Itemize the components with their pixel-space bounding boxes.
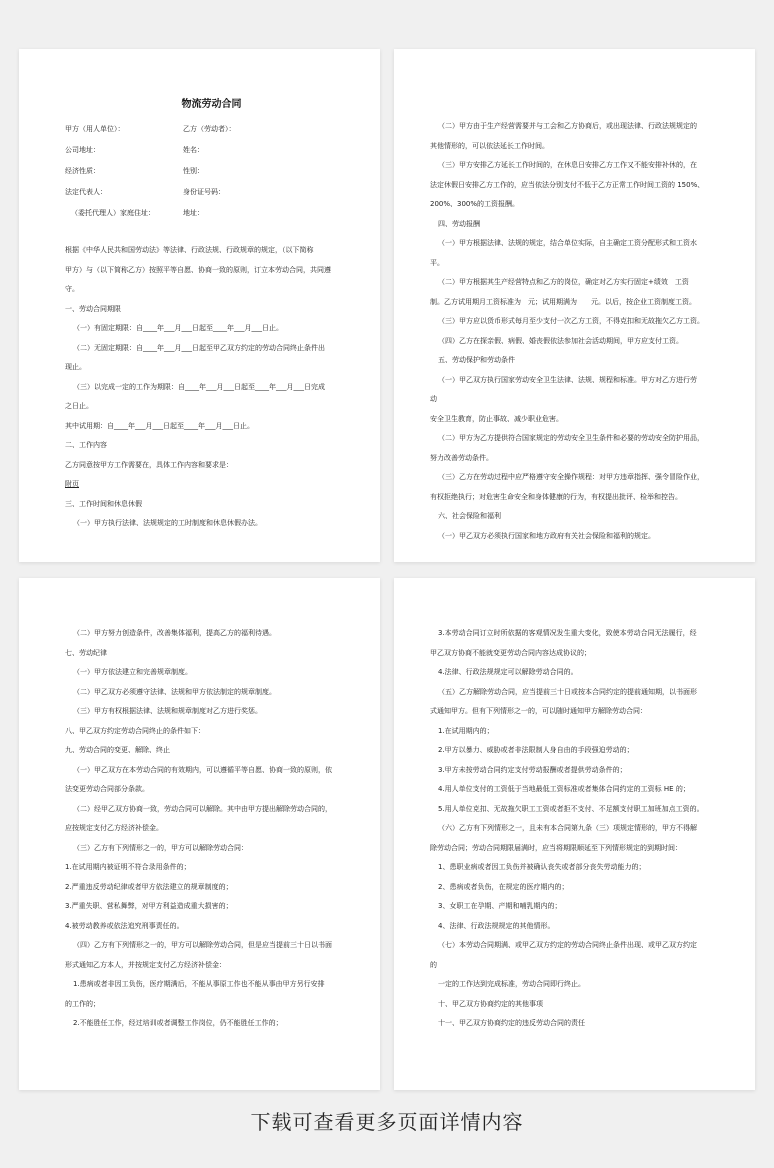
text-line: （七）本劳动合同期满、或甲乙双方约定的劳动合同终止条件出现、或甲乙双方约定: [438, 941, 697, 949]
text-line: 乙方同意按甲方工作需要在，具体工作内容和要求是：: [65, 460, 233, 469]
party-field: 法定代表人：: [65, 188, 107, 196]
party-field: 公司地址：: [65, 146, 100, 154]
text-line: （一）甲乙双方必须执行国家和地方政府有关社会保险和福利的规定。: [438, 531, 655, 540]
download-more-caption: 下载可查看更多页面详情内容: [250, 1110, 524, 1134]
text-line: 4.法律、行政法规规定可以解除劳动合同的。: [438, 668, 578, 676]
party-field: 乙方（劳动者）：: [183, 125, 236, 133]
text-line: 的工作的；: [65, 999, 100, 1008]
text-line: 现止。: [65, 363, 86, 371]
text-line: （二）甲方根据其生产经营特点和乙方的岗位，确定对乙方实行固定+绩效 工资: [438, 278, 689, 286]
section-heading: 六、社会保险和福利: [438, 512, 501, 520]
text-line: 其中试用期：自____年___月___日起至____年___月___日止。: [65, 421, 254, 430]
text-line: 应按规定支付乙方经济补偿金。: [65, 824, 163, 832]
text-line: （三）乙方有下列情形之一的，甲方可以解除劳动合同：: [73, 843, 248, 852]
document-page-2: [394, 49, 755, 562]
text-line: （四）乙方有下列情形之一的，甲方可以解除劳动合同，但是应当提前三十日以书面: [73, 941, 332, 949]
party-info-grid: [65, 119, 358, 223]
text-line: 4、法律、行政法规规定的其他情形。: [438, 921, 555, 930]
text-line: （一）甲乙双方在本劳动合同的有效期内，可以遵循平等自愿、协商一致的原则，依: [73, 765, 332, 774]
document-page-3: [19, 578, 380, 1090]
text-line: （四）乙方在探亲假、病假、婚丧假依法参加社会活动期间，甲方应支付工资。: [438, 336, 683, 345]
text-line: 4.用人单位支付的工资低于当地最低工资标准或者集体合同约定的工资标 HE 的；: [438, 785, 690, 793]
text-line: （三）甲方应以货币形式每月至少支付一次乙方工资，不得克扣和无故拖欠乙方工资。: [438, 317, 704, 325]
text-line: 3.本劳动合同订立时所依据的客观情况发生重大变化，致使本劳动合同无法履行，经: [438, 629, 697, 637]
text-line: 努力改善劳动条件。: [430, 453, 493, 462]
section-heading: 二、工作内容: [65, 441, 107, 449]
text-line: （五）乙方解除劳动合同，应当提前三十日或按本合同约定的提前通知期，以书面形: [438, 687, 697, 696]
text-line: 之日止。: [65, 402, 93, 410]
text-line: 一定的工作达到完成标准，劳动合同即行终止。: [438, 980, 585, 988]
section-heading: 十一、甲乙双方协商约定的违反劳动合同的责任: [438, 1019, 585, 1027]
text-line: 1.患病或者非因工负伤，医疗期满后，不能从事原工作也不能从事由甲方另行安排: [73, 980, 325, 988]
section-heading: 一、劳动合同期限: [65, 304, 121, 313]
text-line: 甲方）与（以下简称乙方）按照平等自愿、协商一致的原则，订立本劳动合同，共同遵: [65, 265, 331, 274]
text-line: （三）乙方在劳动过程中应严格遵守安全操作规程：对甲方违章指挥、强令冒险作业，: [438, 473, 704, 481]
text-line: 平。: [430, 258, 444, 267]
text-line: 制。乙方试用期月工资标准为 元；试用期满为 元。以后，按企业工资制度工资。: [430, 297, 696, 306]
text-line: （一）甲方依法建立和完善规章制度。: [73, 668, 192, 676]
text-line: 2、患病或者负伤，在规定的医疗期内的；: [438, 882, 569, 891]
text-line: 3.严重失职、营私舞弊，对甲方利益造成重大损害的；: [65, 902, 233, 910]
text-line: 式通知甲方。但有下列情形之一的，可以随时通知甲方解除劳动合同：: [430, 707, 647, 715]
section-heading: 四、劳动报酬: [438, 219, 480, 228]
section-heading: 九、劳动合同的变更、解除、终止: [65, 746, 170, 754]
text-line: 根据《中华人民共和国劳动法》等法律、行政法规、行政规章的规定，（以下简称: [65, 246, 314, 254]
text-line: （六）乙方有下列情形之一，且未有本合同第九条（三）项规定情形的，甲方不得解: [438, 824, 697, 832]
party-field: 身份证号码：: [183, 188, 225, 196]
text-line: 5.用人单位克扣、无故拖欠职工工资或者拒不支付、不足额支付职工加班加点工资的。: [438, 804, 704, 813]
text-line: 1.在试用期内的；: [438, 726, 494, 735]
text-line: （二）甲方由于生产经营需要并与工会和乙方协商后，或出现法律、行政法规规定的: [438, 122, 697, 130]
text-line: 形式通知乙方本人，并按规定支付乙方经济补偿金：: [65, 960, 226, 969]
section-heading: 十、甲乙双方协商约定的其他事项: [438, 999, 543, 1008]
text-line: 2.甲方以暴力、威胁或者非法限制人身自由的手段强迫劳动的；: [438, 746, 634, 754]
text-line: 其他情形的，可以依法延长工作时间。: [430, 141, 549, 150]
text-line: 1、患职业病或者因工负伤并被确认丧失或者部分丧失劳动能力的；: [438, 863, 646, 871]
section-heading: 七、劳动纪律: [65, 648, 107, 657]
text-line: 除劳动合同；劳动合同期限届满时，应当将期限顺延至下列情形规定的到期时间：: [430, 843, 682, 852]
party-field: 经济性质：: [65, 167, 100, 175]
text-line: （三）甲方有权根据法律、法规和规章制度对乙方进行奖惩。: [73, 707, 262, 715]
text-line: 甲乙双方协商不能就变更劳动合同内容达成协议的；: [430, 648, 591, 657]
text-line: 动: [430, 395, 437, 403]
text-line: 有权拒绝执行；对危害生命安全和身体健康的行为，有权提出批评、检举和控告。: [430, 492, 682, 501]
text-line: （二）无固定期限：自____年___月___日起至甲乙双方约定的劳动合同终止条件出: [73, 343, 325, 352]
document-page-1: [19, 49, 380, 562]
text-line: （二）甲方努力创造条件，改善集体福利，提高乙方的福利待遇。: [73, 629, 276, 637]
text-line: 的: [430, 960, 437, 969]
text-line: （一）甲方根据法律、法规的规定，结合单位实际，自主确定工资分配形式和工资水: [438, 239, 697, 247]
text-line: 3.甲方未按劳动合同约定支付劳动报酬或者提供劳动条件的；: [438, 765, 627, 774]
document-title: 物流劳动合同: [181, 99, 242, 110]
text-line: 安全卫生教育，防止事故、减少职业危害。: [430, 414, 563, 423]
text-line: （一）甲方执行法律、法规规定的工时制度和休息休假办法。: [73, 519, 262, 527]
party-field: 性别：: [183, 167, 204, 175]
text-line: 法变更劳动合同部分条款。: [65, 785, 149, 793]
section-heading: 五、劳动保护和劳动条件: [438, 356, 515, 364]
text-line: 3、女职工在孕期、产期和哺乳期内的；: [438, 902, 562, 910]
text-line: 1.在试用期内被证明不符合录用条件的；: [65, 863, 191, 871]
text-line: （二）甲乙双方必须遵守法律、法规和甲方依法制定的规章制度。: [73, 687, 276, 696]
party-field: 地址：: [183, 209, 204, 217]
party-field: 甲方（用人单位）：: [65, 125, 125, 133]
text-line: （一）甲乙双方执行国家劳动安全卫生法律、法规、规程和标准。甲方对乙方进行劳: [438, 375, 697, 384]
text-line: 守。: [65, 285, 79, 293]
section-heading: 三、工作时间和休息休假: [65, 499, 142, 508]
text-line: （二）经甲乙双方协商一致，劳动合同可以解除。其中由甲方提出解除劳动合同的，: [73, 804, 332, 813]
party-field: 姓名：: [183, 146, 204, 154]
text-line: 4.被劳动教养或依法追究刑事责任的。: [65, 921, 184, 930]
document-page-4: [394, 578, 755, 1090]
text-line: 法定休假日安排乙方工作的，应当依法分别支付不低于乙方正常工作时间工资的 150%、: [430, 180, 705, 189]
text-line: 200%、300%的工资报酬。: [430, 200, 520, 208]
attachment-link[interactable]: 附页: [65, 480, 79, 488]
party-field: （委托代理人）家庭住址：: [71, 209, 155, 217]
section-heading: 八、甲乙双方约定劳动合同终止的条件如下：: [65, 726, 205, 735]
text-line: 2.严重违反劳动纪律或者甲方依法建立的规章制度的；: [65, 882, 233, 891]
text-line: （二）甲方为乙方提供符合国家规定的劳动安全卫生条件和必要的劳动安全防护用品，: [438, 434, 704, 442]
text-line: 2.不能胜任工作，经过培训或者调整工作岗位，仍不能胜任工作的；: [73, 1019, 283, 1027]
text-line: （三）以完成一定的工作为期限：自____年___月___日起至____年___月___日完成: [73, 382, 325, 391]
text-line: （一）有固定期限：自____年___月___日起至____年___月___日止。: [73, 324, 283, 332]
text-line: （三）甲方安排乙方延长工作时间的，在休息日安排乙方工作又不能安排补休的，在: [438, 161, 697, 169]
